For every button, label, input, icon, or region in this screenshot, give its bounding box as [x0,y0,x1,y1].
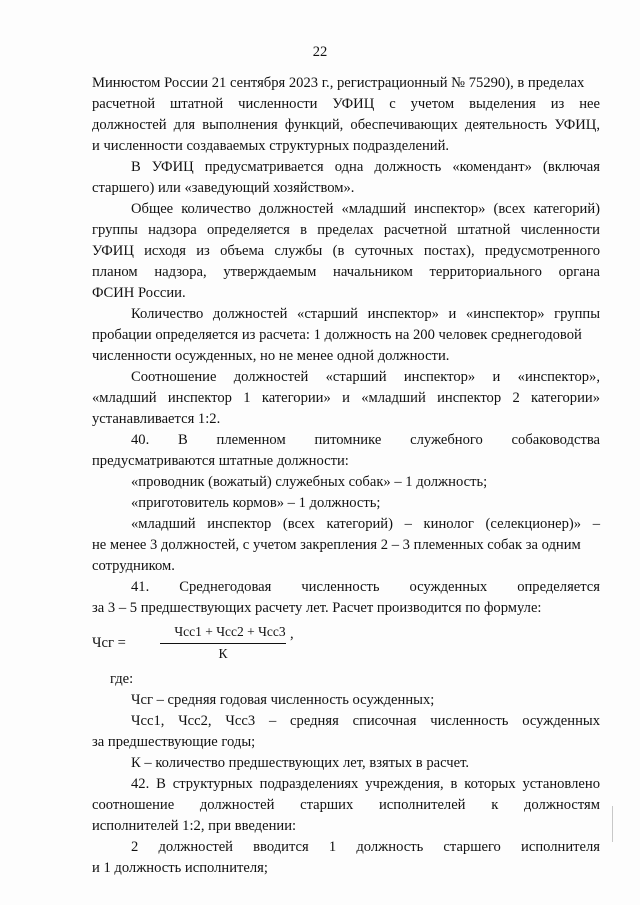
text-line: должностей для выполнения функций, обеспечивающих деятельность УФИЦ, [92,117,600,133]
text-line: В УФИЦ предусматривается одна должность «комендант» (включая [131,159,600,175]
text-line: 2 должностей вводится 1 должность старшего исполнителя [131,839,600,855]
text-line: исполнителей 1:2, при введении: [92,818,297,834]
text-line: устанавливается 1:2. [92,411,221,427]
text-line: Чсс1, Чсс2, Чсс3 – средняя списочная численность осужденных [131,713,600,729]
average-formula [92,622,332,668]
text-line: «младший инспектор 1 категории» и «младший инспектор 2 категории» [92,390,600,406]
text-line: где: [110,671,134,687]
text-line: старшего) или «заведующий хозяйством». [92,180,355,196]
text-line: расчетной штатной численности УФИЦ с учетом выделения из нее [92,96,600,112]
text-line: Количество должностей «старший инспектор» и «инспектор» группы [131,306,600,322]
page-number: 22 [312,44,328,60]
formula-numerator: Чсс1 + Чсс2 + Чсс3 [174,624,286,639]
text-line: «приготовитель кормов» – 1 должность; [131,495,381,511]
text-line: ФСИН России. [92,285,186,301]
text-line: соотношение должностей старших исполнителей к должностям [92,797,600,813]
text-line: Соотношение должностей «старший инспектор» и «инспектор», [131,369,600,385]
formula-lhs: Чсг = [92,635,126,651]
scan-artifact [612,806,613,842]
formula-denominator: К [218,646,228,661]
text-line: планом надзора, утверждаемым начальником территориального органа [92,264,600,280]
text-line: не менее 3 должностей, с учетом закрепления 2 – 3 племенных собак за одним [92,537,581,553]
text-line: за 3 – 5 предшествующих расчету лет. Расчет производится по формуле: [92,600,542,616]
text-line: и численности создаваемых структурных подразделений. [92,138,450,154]
text-line: предусматриваются штатные должности: [92,453,349,469]
text-line: 41. Среднегодовая численность осужденных определяется [131,579,600,595]
text-line: «младший инспектор (всех категорий) – кинолог (селекционер)» – [131,516,600,532]
text-line: 40. В племенном питомнике служебного собаководства [131,432,600,448]
text-line: за предшествующие годы; [92,734,256,750]
text-line: и 1 должность исполнителя; [92,860,268,876]
text-line: «проводник (вожатый) служебных собак» – 1 должность; [131,474,488,490]
text-line: К – количество предшествующих лет, взятых в расчет. [131,755,470,771]
text-line: сотрудником. [92,558,175,574]
text-line: численности осужденных, но не менее одной должности. [92,348,450,364]
text-line: группы надзора определяется в пределах расчетной штатной численности [92,222,600,238]
fraction-bar [160,643,286,644]
text-line: Общее количество должностей «младший инспектор» (всех категорий) [131,201,600,217]
text-line: 42. В структурных подразделениях учреждения, в которых установлено [131,776,600,792]
text-line: Минюстом России 21 сентября 2023 г., регистрационный № 75290), в пределах [92,75,585,91]
text-line: УФИЦ исходя из объема службы (в суточных постах), предусмотренного [92,243,600,259]
text-line: Чсг – средняя годовая численность осужденных; [131,692,435,708]
text-line: пробации определяется из расчета: 1 должность на 200 человек среднегодовой [92,327,582,343]
formula-comma: , [290,626,294,642]
